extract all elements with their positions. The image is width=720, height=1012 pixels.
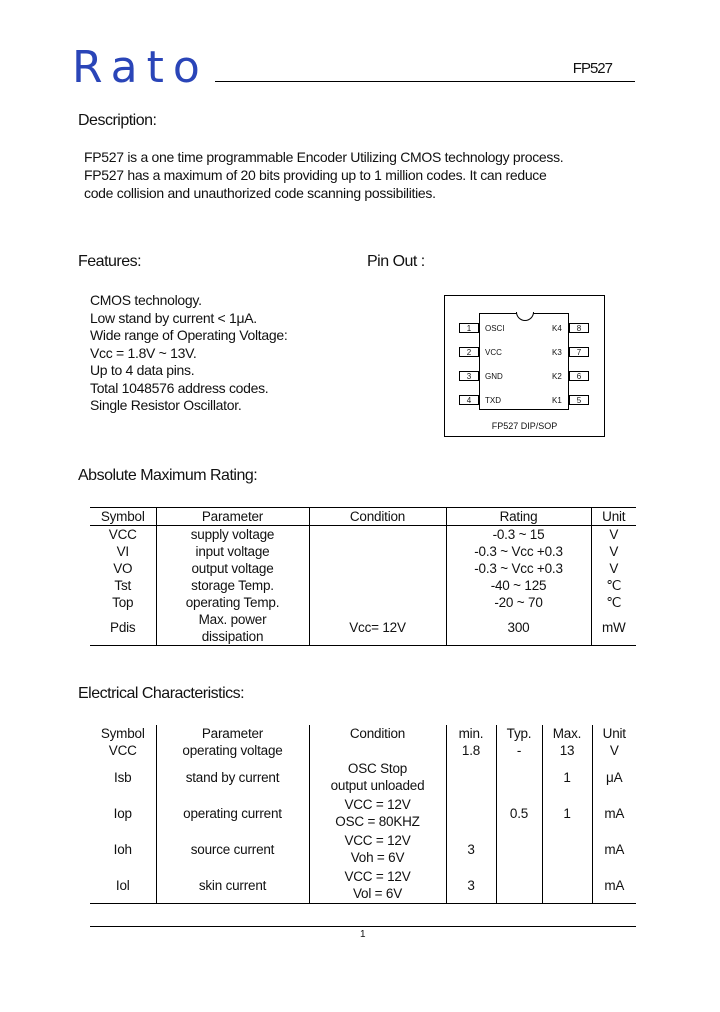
description-text [84,148,644,202]
cell-condition [309,867,446,904]
pin-label: K2 [552,372,562,381]
cell-symbol: Iop [113,805,132,821]
cell-condition [309,594,446,611]
cell-unit: mA [592,831,636,867]
cell-parameter: output voltage [156,560,309,577]
cell-typ: 0.5 [496,795,542,831]
cell-line: OSC = 80KHZ [335,814,420,829]
cell-line: Vol = 6V [352,886,403,901]
cell-parameter: input voltage [156,543,309,560]
cell-value: - [516,743,522,758]
table-row [90,543,636,560]
cell-typ [496,759,542,795]
brand-logo: Rato [72,42,209,93]
cell-unit: V [591,526,636,544]
cell-line: VCC = 12V [344,869,411,884]
table-row [90,867,636,904]
cell-rating: -0.3 ~ Vcc +0.3 [446,560,591,577]
features-list [90,292,287,415]
feature-item: Up to 4 data pins. [90,362,195,378]
header-rule [215,81,635,82]
cell-condition [309,795,446,831]
feature-item: Vcc = 1.8V ~ 13V. [90,344,197,361]
table-row [90,759,636,795]
cell-max: 1 [542,759,592,795]
cell-symbol: Isb [114,769,132,785]
cell-line: dissipation [201,629,264,644]
cell-min [446,725,496,759]
cell-condition [309,560,446,577]
pin-number: 4 [459,395,479,405]
pin-number: 3 [459,371,479,381]
cell-condition [309,725,446,759]
cell-symbol: Ioh [113,841,132,857]
cell-value: operating voltage [182,743,283,758]
pin-label: K1 [552,396,562,405]
cell-symbol [90,725,156,759]
table-row [90,560,636,577]
cell-parameter: skin current [156,867,309,904]
column-header: Unit [602,726,626,741]
pinout-heading: Pin Out : [367,253,425,270]
cell-parameter: operating Temp. [156,594,309,611]
table-header-row [90,508,636,526]
abs-max-heading: Absolute Maximum Rating: [78,467,258,484]
cell-line: OSC Stop [347,761,408,776]
description-line: FP527 is a one time programmable Encoder Utilizing CMOS technology process. [84,149,564,165]
cell-symbol: Pdis [90,611,156,646]
description-line: code collision and unauthorized code scanning possibilities. [84,185,436,201]
part-number: FP527 [572,60,612,77]
cell-unit: mW [591,611,636,646]
cell-value: V [609,743,619,758]
cell-condition: Vcc= 12V [309,611,446,646]
description-heading: Description: [78,112,157,129]
cell-unit: mA [592,795,636,831]
table-row [90,577,636,594]
column-header: Unit [591,508,636,526]
pin-label: K4 [552,324,562,333]
cell-symbol: VO [113,560,133,576]
cell-line: Max. power [198,612,267,627]
pin-number: 2 [459,347,479,357]
cell-unit: V [591,543,636,560]
cell-min [446,759,496,795]
footer-rule [90,926,636,927]
feature-item: Wide range of Operating Voltage: [90,327,288,343]
cell-condition [309,526,446,544]
cell-max [542,867,592,904]
pin-number: 1 [459,323,479,333]
cell-parameter [156,725,309,759]
cell-value: 1.8 [461,743,481,758]
cell-parameter: storage Temp. [156,577,309,594]
feature-item: Low stand by current < 1μA. [90,309,257,326]
table-row [90,831,636,867]
feature-item: Single Resistor Oscillator. [90,397,242,413]
column-header: min. [458,726,484,741]
pin-label: VCC [485,348,502,357]
cell-condition [309,759,446,795]
cell-line: output unloaded [330,778,425,793]
cell-unit: mA [592,867,636,904]
cell-rating: -0.3 ~ Vcc +0.3 [446,543,591,560]
cell-parameter: source current [156,831,309,867]
cell-condition [309,831,446,867]
cell-symbol: Iol [90,867,156,904]
cell-unit: V [591,560,636,577]
table-row [90,594,636,611]
pin-number: 6 [569,371,589,381]
cell-min: 3 [446,867,496,904]
cell-condition [309,577,446,594]
cell-max: 1 [542,795,592,831]
column-header: Typ. [506,726,532,741]
cell-symbol: VCC [108,526,137,542]
pin-number: 8 [569,323,589,333]
description-line: FP527 has a maximum of 20 bits providing up to 1 million codes. It can reduce [84,167,547,183]
column-header: Rating [446,508,591,526]
page-number: 1 [360,929,366,940]
cell-line: VCC = 12V [344,797,411,812]
cell-symbol: Tst [114,577,132,593]
cell-line: VCC = 12V [344,833,411,848]
cell-rating: -40 ~ 125 [446,577,591,594]
cell-rating: -20 ~ 70 [446,594,591,611]
cell-rating: 300 [446,611,591,646]
column-header: Parameter [201,726,264,741]
cell-typ [496,867,542,904]
feature-item: Total 1048576 address codes. [90,379,269,396]
cell-symbol: Top [112,594,134,610]
pinout-caption: FP527 DIP/SOP [491,421,558,431]
pin-label: K3 [552,348,562,357]
cell-value: VCC [108,743,137,758]
cell-line: Voh = 6V [350,850,405,865]
pin-label: TXD [485,396,501,405]
table-row [90,611,636,646]
electrical-heading: Electrical Characteristics: [78,685,245,702]
cell-parameter: stand by current [156,759,309,795]
feature-item: CMOS technology. [90,292,202,308]
cell-unit [592,725,636,759]
cell-unit: ℃ [591,577,636,594]
cell-condition [309,543,446,560]
cell-unit: ℃ [591,594,636,611]
abs-max-table [90,507,636,646]
pin-label: GND [485,372,503,381]
pin-number: 7 [569,347,589,357]
features-heading: Features: [78,253,142,270]
cell-min: 3 [446,831,496,867]
cell-max [542,725,592,759]
cell-parameter: operating current [156,795,309,831]
column-header: Condition [309,508,446,526]
pin-label: OSCI [485,324,505,333]
column-header: Parameter [156,508,309,526]
cell-unit: μA [592,759,636,795]
cell-symbol: VI [116,543,129,559]
table-row [90,526,636,544]
cell-rating: -0.3 ~ 15 [446,526,591,544]
column-header: Symbol [90,508,156,526]
column-header: Symbol [100,726,145,741]
table-header-row [90,725,636,759]
column-header: Max. [552,726,582,741]
cell-max [542,831,592,867]
electrical-table [90,725,636,904]
cell-min [446,795,496,831]
table-row [90,795,636,831]
column-header: Condition [349,726,406,741]
cell-typ [496,831,542,867]
cell-typ [496,725,542,759]
cell-parameter: supply voltage [156,526,309,544]
cell-value: 13 [559,743,575,758]
cell-parameter [156,611,309,646]
pin-number: 5 [569,395,589,405]
